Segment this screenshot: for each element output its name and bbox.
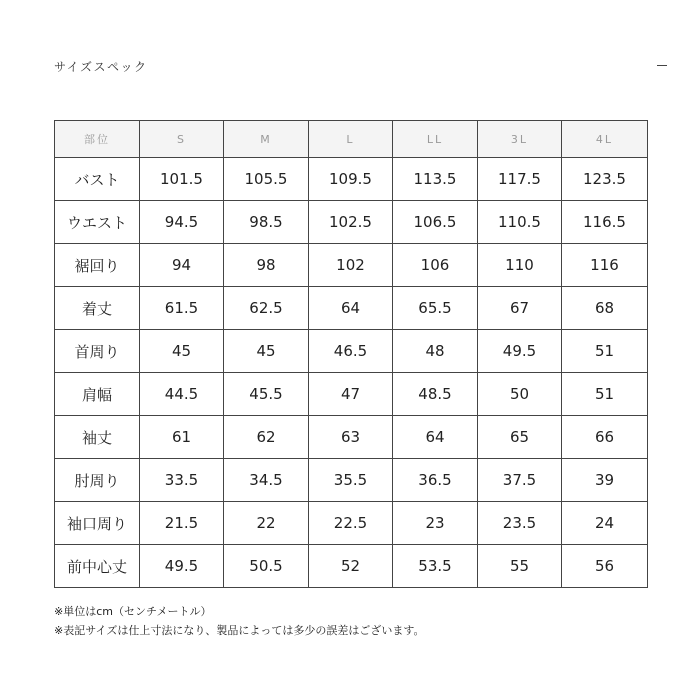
minus-icon xyxy=(657,65,667,66)
table-row xyxy=(55,416,648,459)
table-cell: 56 xyxy=(562,545,648,588)
table-row xyxy=(55,459,648,502)
section-title: サイズスペック xyxy=(54,60,148,74)
row-label: 袖丈 xyxy=(55,416,140,459)
unit-note: ※単位はcm（センチメートル） xyxy=(54,605,212,618)
table-row xyxy=(55,502,648,545)
table-cell: 53.5 xyxy=(393,545,478,588)
table-row xyxy=(55,287,648,330)
collapse-toggle-button[interactable] xyxy=(656,57,668,75)
table-cell: 61 xyxy=(140,416,224,459)
header-cell-size: 4L xyxy=(562,121,648,158)
table-cell: 94 xyxy=(140,244,224,287)
table-cell: 45 xyxy=(140,330,224,373)
table-cell: 52 xyxy=(309,545,393,588)
table-cell: 62.5 xyxy=(224,287,309,330)
table-cell: 102 xyxy=(309,244,393,287)
table-cell: 116 xyxy=(562,244,648,287)
table-cell: 102.5 xyxy=(309,201,393,244)
table-cell: 55 xyxy=(478,545,562,588)
table-cell: 49.5 xyxy=(478,330,562,373)
table-cell: 94.5 xyxy=(140,201,224,244)
table-cell: 21.5 xyxy=(140,502,224,545)
table-cell: 50 xyxy=(478,373,562,416)
row-label: バスト xyxy=(55,158,140,201)
table-cell: 105.5 xyxy=(224,158,309,201)
table-cell: 44.5 xyxy=(140,373,224,416)
table-cell: 46.5 xyxy=(309,330,393,373)
table-cell: 123.5 xyxy=(562,158,648,201)
table-cell: 101.5 xyxy=(140,158,224,201)
table-cell: 22 xyxy=(224,502,309,545)
table-cell: 65 xyxy=(478,416,562,459)
row-label: 着丈 xyxy=(55,287,140,330)
row-label: 前中心丈 xyxy=(55,545,140,588)
row-label: 袖口周り xyxy=(55,502,140,545)
header-cell-size: S xyxy=(140,121,224,158)
table-cell: 67 xyxy=(478,287,562,330)
table-cell: 110.5 xyxy=(478,201,562,244)
table-cell: 48.5 xyxy=(393,373,478,416)
table-cell: 98 xyxy=(224,244,309,287)
table-cell: 62 xyxy=(224,416,309,459)
size-spec-table xyxy=(54,120,648,588)
table-cell: 50.5 xyxy=(224,545,309,588)
row-label: 肘周り xyxy=(55,459,140,502)
table-cell: 64 xyxy=(309,287,393,330)
table-cell: 64 xyxy=(393,416,478,459)
table-row xyxy=(55,330,648,373)
table-cell: 45.5 xyxy=(224,373,309,416)
table-cell: 63 xyxy=(309,416,393,459)
table-cell: 35.5 xyxy=(309,459,393,502)
table-cell: 34.5 xyxy=(224,459,309,502)
table-cell: 37.5 xyxy=(478,459,562,502)
table-cell: 109.5 xyxy=(309,158,393,201)
table-cell: 33.5 xyxy=(140,459,224,502)
table-cell: 66 xyxy=(562,416,648,459)
header-cell-size: 3L xyxy=(478,121,562,158)
table-cell: 51 xyxy=(562,373,648,416)
table-cell: 48 xyxy=(393,330,478,373)
table-cell: 36.5 xyxy=(393,459,478,502)
table-row xyxy=(55,244,648,287)
header-cell-size: LL xyxy=(393,121,478,158)
header-cell-size: M xyxy=(224,121,309,158)
table-cell: 106.5 xyxy=(393,201,478,244)
table-cell: 117.5 xyxy=(478,158,562,201)
table-cell: 23 xyxy=(393,502,478,545)
table-cell: 116.5 xyxy=(562,201,648,244)
header-cell-size: L xyxy=(309,121,393,158)
row-label: 首周り xyxy=(55,330,140,373)
row-label: 肩幅 xyxy=(55,373,140,416)
table-cell: 68 xyxy=(562,287,648,330)
table-row xyxy=(55,201,648,244)
table-cell: 23.5 xyxy=(478,502,562,545)
table-cell: 47 xyxy=(309,373,393,416)
table-cell: 39 xyxy=(562,459,648,502)
table-cell: 110 xyxy=(478,244,562,287)
header-cell-part: 部位 xyxy=(55,121,140,158)
table-cell: 22.5 xyxy=(309,502,393,545)
footnotes xyxy=(54,602,424,640)
table-row xyxy=(55,158,648,201)
table-cell: 61.5 xyxy=(140,287,224,330)
table-cell: 51 xyxy=(562,330,648,373)
table-header-row xyxy=(55,121,648,158)
table-cell: 45 xyxy=(224,330,309,373)
table-cell: 113.5 xyxy=(393,158,478,201)
table-cell: 98.5 xyxy=(224,201,309,244)
tolerance-note: ※表記サイズは仕上寸法になり、製品によっては多少の誤差はございます。 xyxy=(54,624,425,637)
row-label: 裾回り xyxy=(55,244,140,287)
table-row xyxy=(55,373,648,416)
table-cell: 24 xyxy=(562,502,648,545)
table-cell: 49.5 xyxy=(140,545,224,588)
row-label: ウエスト xyxy=(55,201,140,244)
table-cell: 106 xyxy=(393,244,478,287)
table-row xyxy=(55,545,648,588)
table-cell: 65.5 xyxy=(393,287,478,330)
